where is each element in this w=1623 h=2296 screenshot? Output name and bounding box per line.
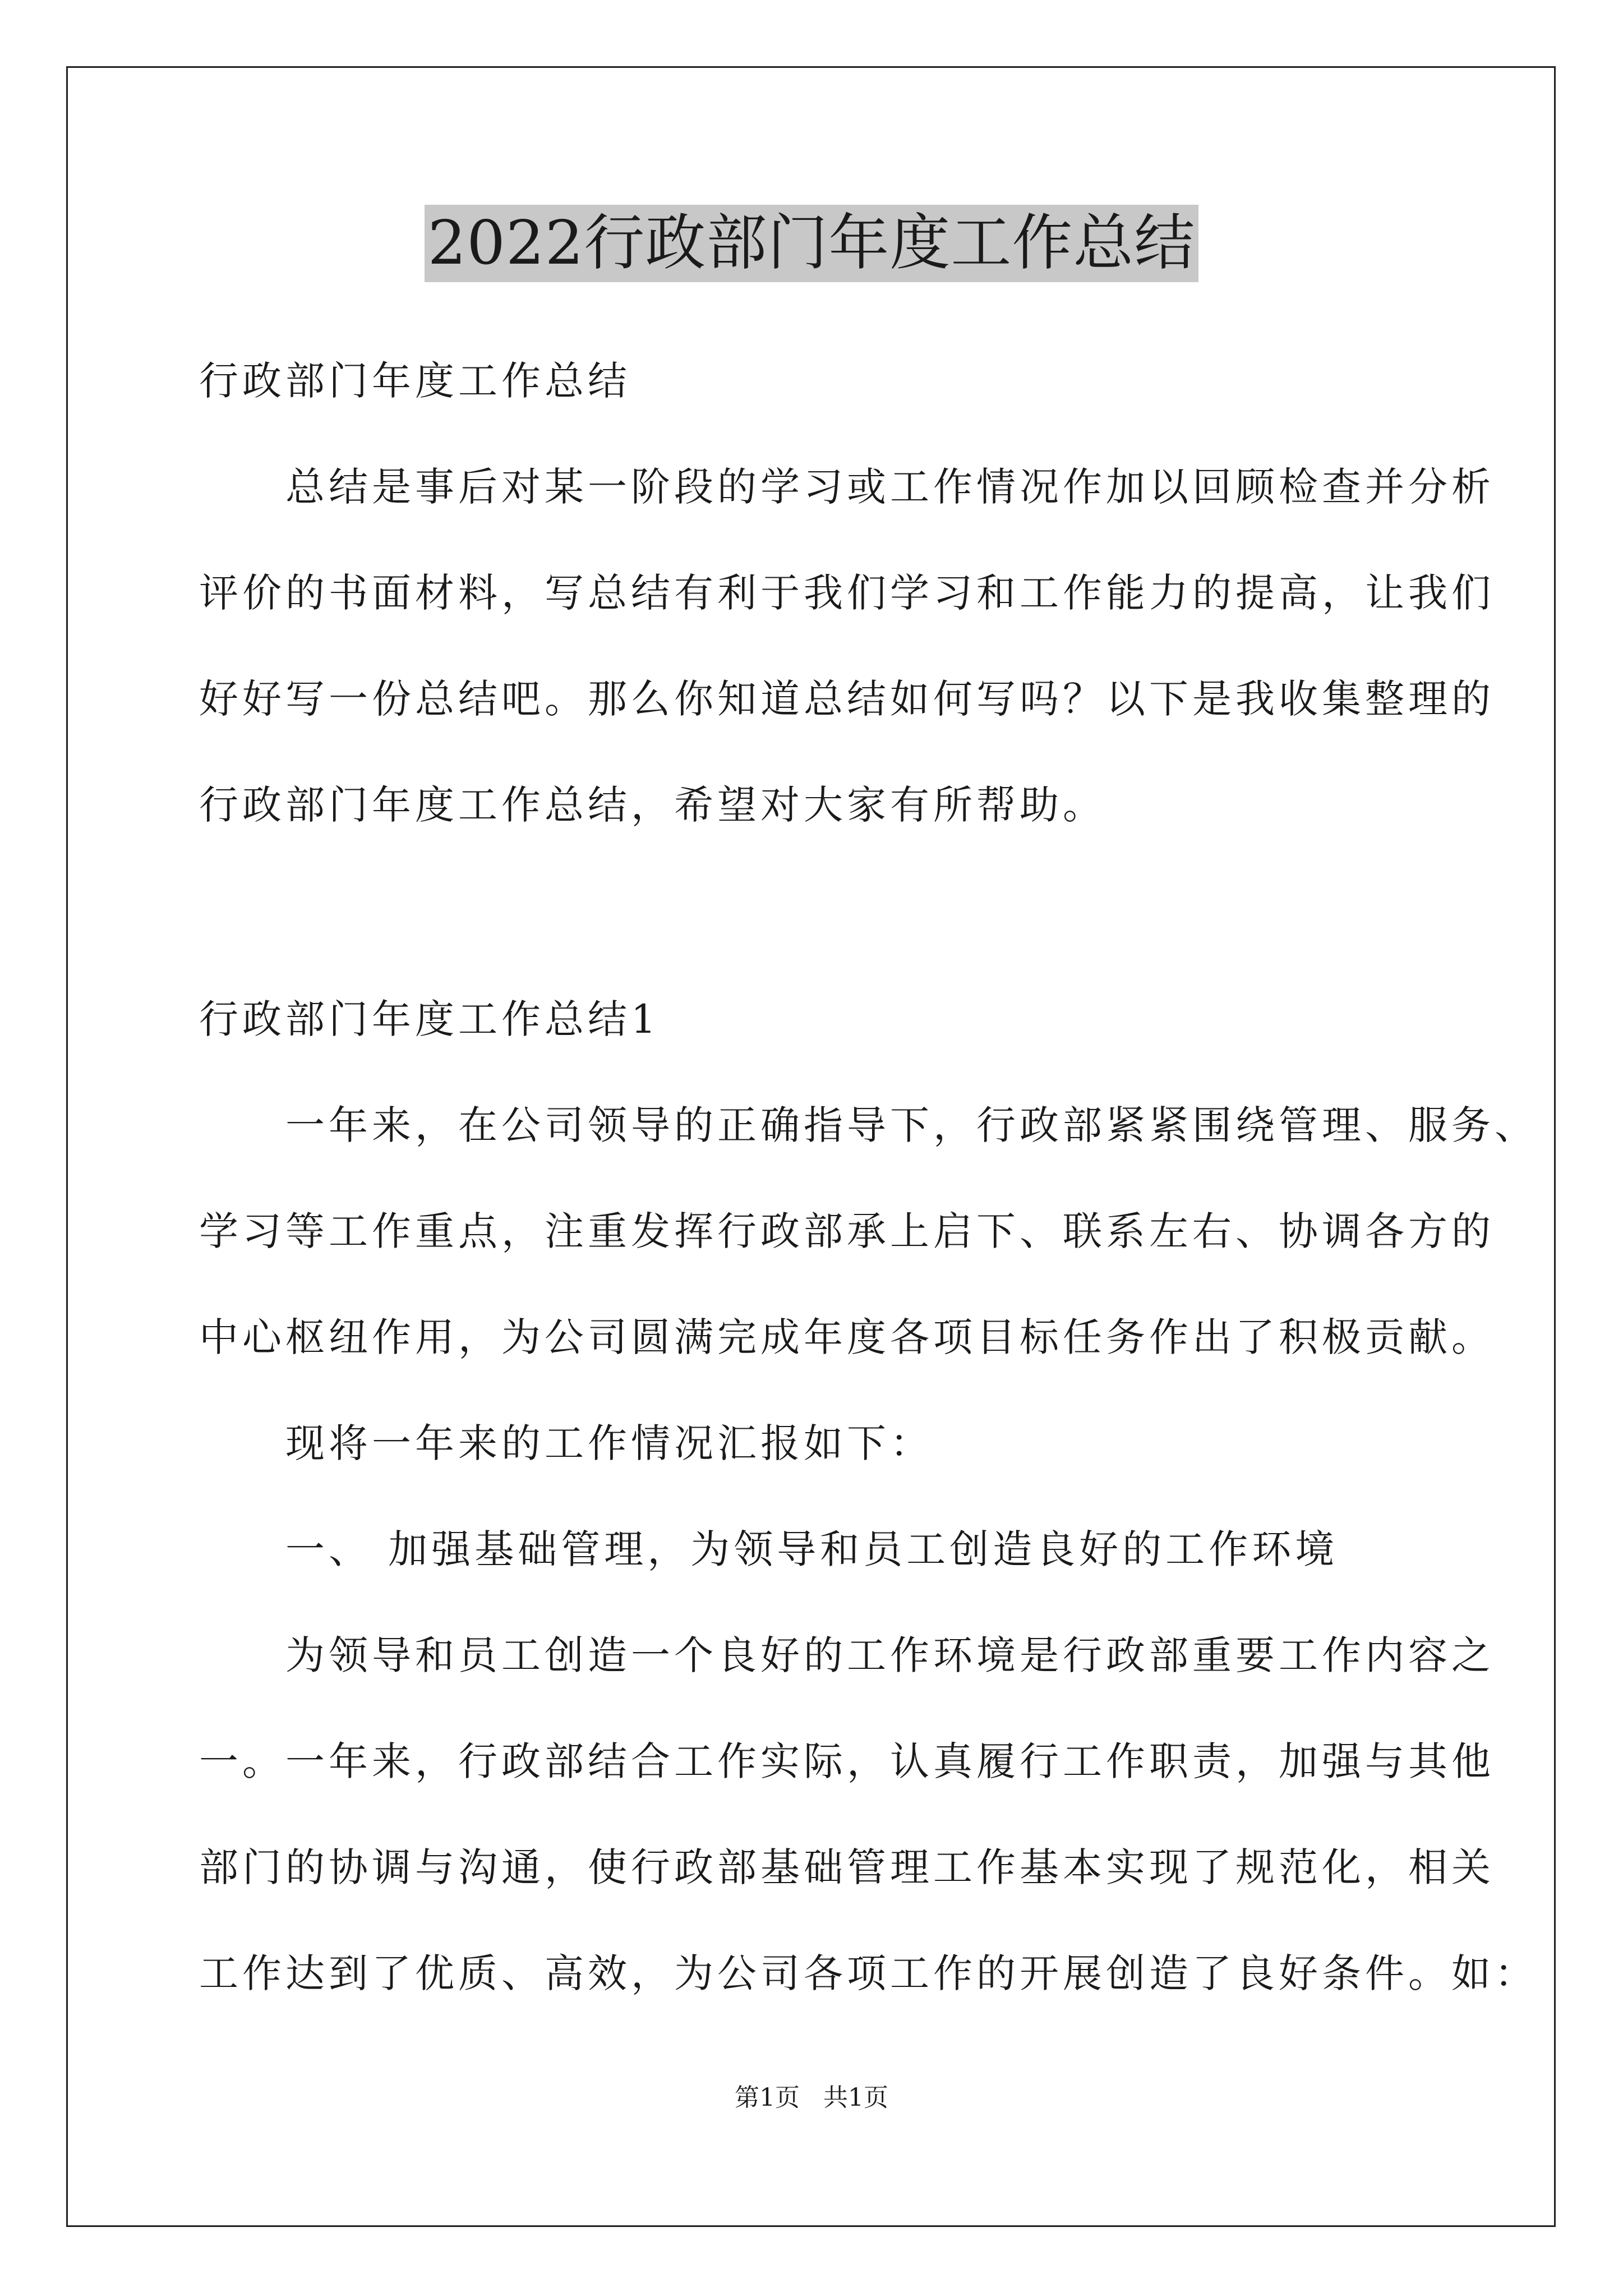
paragraph-line: 工作达到了优质、高效，为公司各项工作的开展创造了良好条件。如： — [199, 1950, 1538, 1996]
paragraph-line: 评价的书面材料，写总结有利于我们学习和工作能力的提高，让我们 — [199, 570, 1495, 616]
page-number-footer: 第1页 共1页 — [735, 2083, 888, 2112]
paragraph-line: 行政部门年度工作总结，希望对大家有所帮助。 — [199, 782, 1106, 828]
paragraph-line: 总结是事后对某一阶段的学习或工作情况作加以回顾检查并分析 — [199, 464, 1495, 510]
paragraph-line: 好好写一份总结吧。那么你知道总结如何写吗？以下是我收集整理的 — [199, 676, 1495, 722]
paragraph-line: 现将一年来的工作情况汇报如下： — [199, 1420, 933, 1466]
paragraph-line: 学习等工作重点，注重发挥行政部承上启下、联系左右、协调各方的 — [199, 1208, 1495, 1254]
paragraph-line: 一年来，在公司领导的正确指导下，行政部紧紧围绕管理、服务、 — [199, 1102, 1538, 1148]
paragraph-line: 部门的协调与沟通，使行政部基础管理工作基本实现了规范化，相关 — [199, 1844, 1495, 1890]
subtitle-line: 行政部门年度工作总结 — [199, 358, 631, 404]
title-container — [0, 205, 1623, 282]
paragraph-line: 为领导和员工创造一个良好的工作环境是行政部重要工作内容之 — [199, 1632, 1495, 1678]
subsection-heading: 一、 加强基础管理，为领导和员工创造良好的工作环境 — [199, 1526, 1339, 1572]
section-heading: 行政部门年度工作总结1 — [199, 996, 660, 1042]
document-title: 2022行政部门年度工作总结 — [425, 205, 1199, 282]
paragraph-line: 中心枢纽作用，为公司圆满完成年度各项目标任务作出了积极贡献。 — [199, 1314, 1495, 1360]
paragraph-line: 一。一年来，行政部结合工作实际，认真履行工作职责，加强与其他 — [199, 1738, 1495, 1784]
